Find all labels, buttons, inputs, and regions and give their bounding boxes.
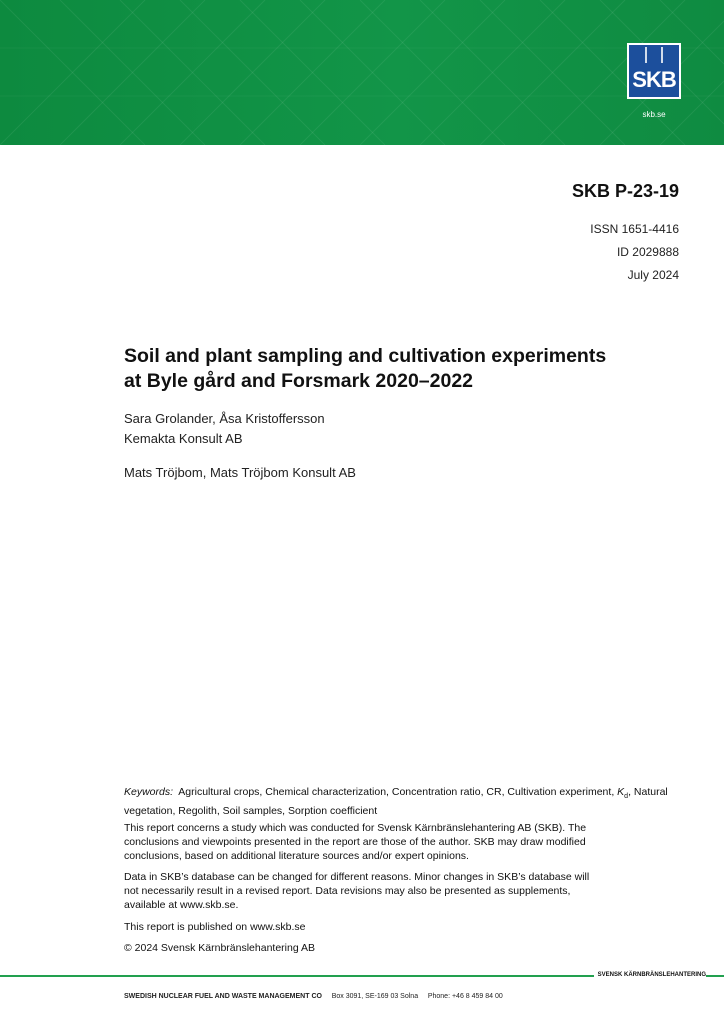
disclaimer-line: This report concerns a study which was conducted for Svensk Kärnbränslehantering AB (SKB). The <box>124 822 587 834</box>
database-notice <box>124 870 669 912</box>
title-line: Soil and plant sampling and cultivation experiments <box>124 345 607 367</box>
skb-logo <box>627 43 681 99</box>
footer-contact <box>124 993 503 1000</box>
disclaimer-line: conclusions, based on additional literature sources and/or expert opinions. <box>124 850 469 862</box>
author-names: Sara Grolander, Åsa Kristoffersson <box>124 411 325 426</box>
document-id: ID 2029888 <box>616 245 679 259</box>
database-line: Data in SKB’s database can be changed for different reasons. Minor changes in SKB’s database will <box>124 871 590 883</box>
published-notice: This report is published on www.skb.se <box>124 921 306 933</box>
report-number: SKB P-23-19 <box>571 181 679 201</box>
kd-subscript: d <box>624 793 629 801</box>
report-title <box>124 344 684 394</box>
footer-phone: Phone: +46 8 459 84 00 <box>427 993 503 1000</box>
kd-symbol: K <box>617 786 625 798</box>
footer-address: Box 3091, SE-169 03 Solna <box>331 993 419 1000</box>
database-line: available at www.skb.se. <box>124 899 239 911</box>
banner-pattern <box>0 0 724 145</box>
author-affiliation: Kemakta Konsult AB <box>124 431 243 446</box>
issn: ISSN 1651-4416 <box>590 222 679 236</box>
logo-text: SKB <box>632 67 676 92</box>
footer-company: SVENSK KÄRNBRÄNSLEHANTERING <box>594 972 706 978</box>
logo-url: skb.se <box>642 110 666 119</box>
skb-logo-mark <box>629 45 679 97</box>
keywords <box>124 785 669 819</box>
keywords-text-rest: , Natural vegetation, Regolith, Soil samples, Sorption coefficient <box>124 786 668 818</box>
title-line: at Byle gård and Forsmark 2020–2022 <box>124 370 474 392</box>
publication-date: July 2024 <box>627 268 679 282</box>
copyright: © 2024 Svensk Kärnbränslehantering AB <box>124 942 316 954</box>
disclaimer-line: conclusions and viewpoints presented in the report are those of the author. SKB may draw modified <box>124 836 586 848</box>
header-banner <box>0 0 724 145</box>
database-line: not necessarily result in a revised report. Data revisions may also be presented as supplements, <box>124 885 571 897</box>
author-second: Mats Tröjbom, Mats Tröjbom Konsult AB <box>124 465 356 480</box>
footer-name: SWEDISH NUCLEAR FUEL AND WASTE MANAGEMENT CO <box>124 993 322 1000</box>
keywords-label: Keywords: <box>124 786 174 798</box>
disclaimer <box>124 821 669 863</box>
keywords-text: Agricultural crops, Chemical characterization, Concentration ratio, CR, Cultivation experiment, <box>178 786 618 798</box>
